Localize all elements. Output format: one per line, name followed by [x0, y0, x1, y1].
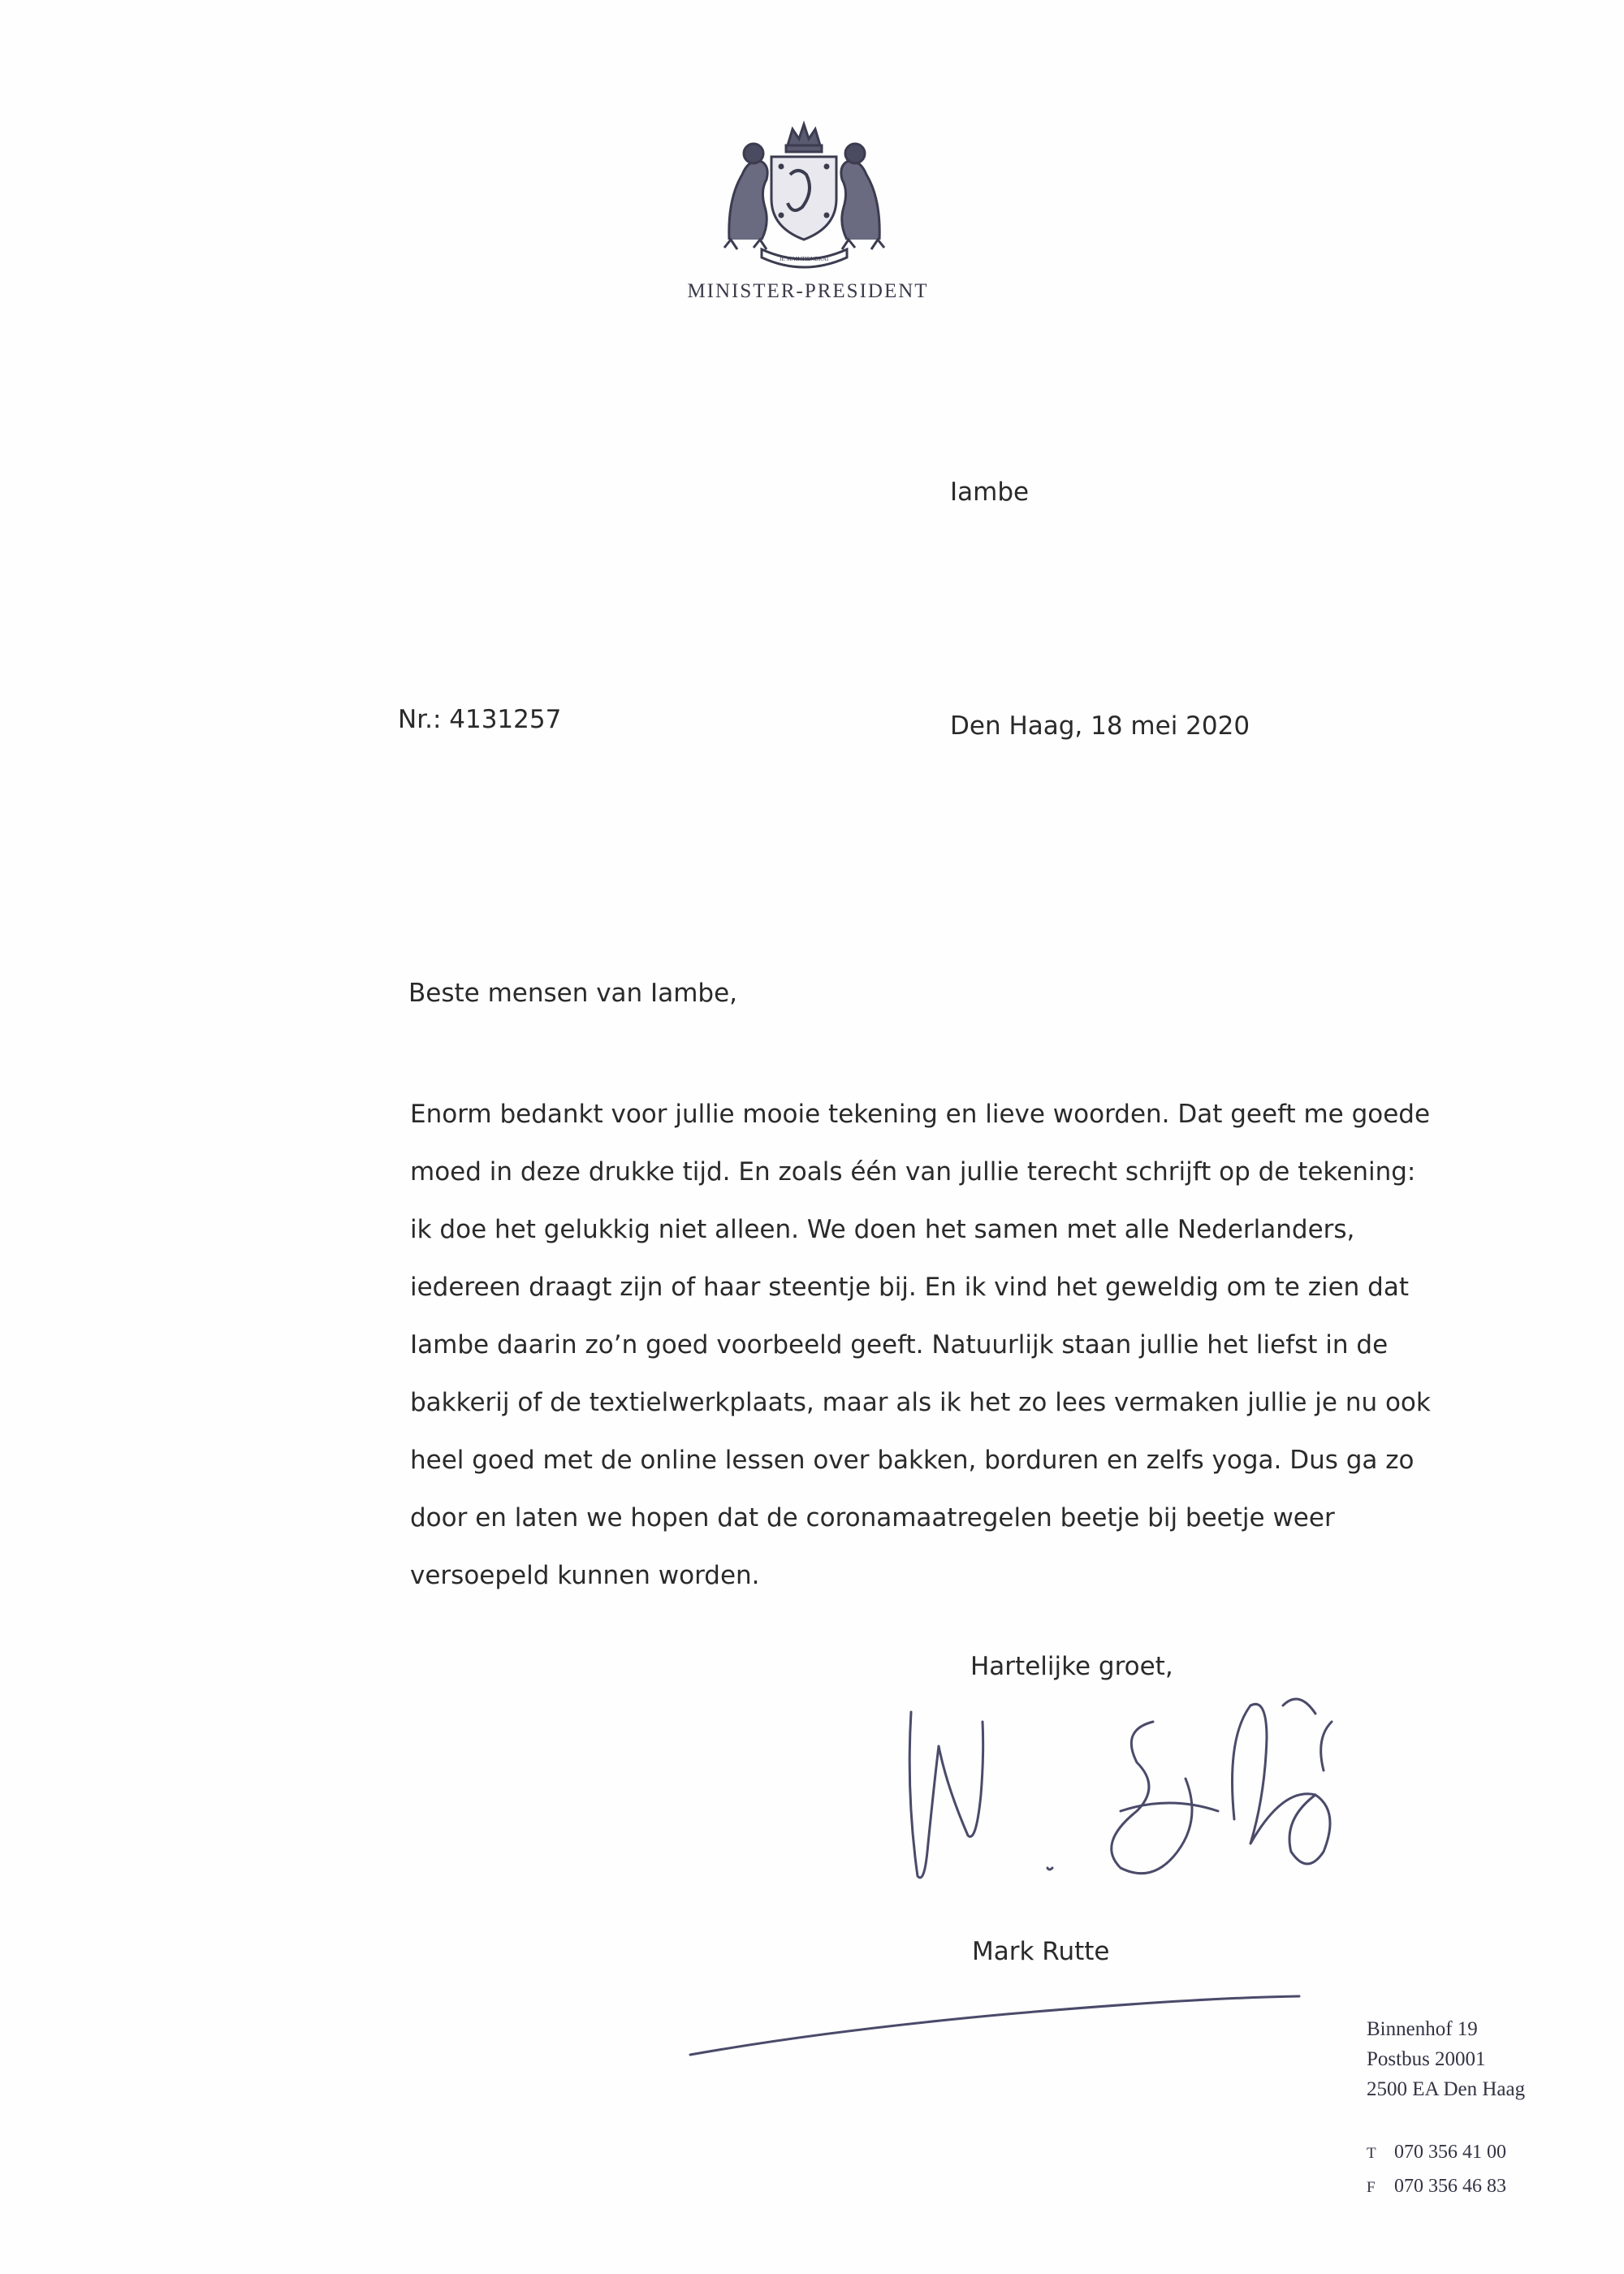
- coat-of-arms-icon: [713, 118, 896, 272]
- letter-body: [410, 1086, 1482, 1605]
- reference-number: Nr.: 4131257: [398, 705, 562, 734]
- office-title: MINISTER-PRESIDENT: [687, 280, 929, 302]
- body-line: iedereen draagt zijn of haar steentje bij. En ik vind het geweldig om te zien dat: [410, 1273, 1409, 1302]
- address-postbox: Postbus 20001: [1367, 2048, 1486, 2070]
- body-line: bakkerij of de textielwerkplaats, maar als ik het zo lees vermaken jullie je nu ook: [410, 1388, 1431, 1417]
- phone-key: T: [1367, 2145, 1376, 2162]
- fax-number: 070 356 46 83: [1394, 2176, 1506, 2197]
- fax-row: [1367, 2170, 1506, 2204]
- place-date: Den Haag, 18 mei 2020: [950, 711, 1250, 741]
- body-line: heel goed met de online lessen over bakken, borduren en zelfs yoga. Dus ga zo: [410, 1446, 1415, 1475]
- address-block: [1367, 2014, 1525, 2104]
- crest-motto: JE MAINTIENDRAI: [779, 256, 829, 262]
- phone-number: 070 356 41 00: [1394, 2142, 1506, 2163]
- closing: Hartelijke groet,: [970, 1652, 1173, 1681]
- address-street: Binnenhof 19: [1367, 2018, 1478, 2040]
- body-line: moed in deze drukke tijd. En zoals één van jullie terecht schrijft op de tekening:: [410, 1157, 1416, 1187]
- address-postcode-city: 2500 EA Den Haag: [1367, 2078, 1526, 2100]
- salutation: Beste mensen van Iambe,: [408, 979, 737, 1008]
- body-line: door en laten we hopen dat de coronamaatregelen beetje bij beetje weer: [410, 1503, 1335, 1533]
- phone-row: [1367, 2136, 1506, 2170]
- contact-block: [1367, 2136, 1506, 2204]
- signer-name: Mark Rutte: [972, 1937, 1110, 1966]
- body-line: Iambe daarin zo’n goed voorbeeld geeft. Natuurlijk staan jullie het liefst in de: [410, 1330, 1389, 1360]
- body-line: ik doe het gelukkig niet alleen. We doen het samen met alle Nederlanders,: [410, 1215, 1355, 1244]
- body-line: versoepeld kunnen worden.: [410, 1561, 760, 1590]
- body-line: Enorm bedankt voor jullie mooie tekening en lieve woorden. Dat geeft me goede: [410, 1100, 1431, 1129]
- fax-key: F: [1367, 2179, 1376, 2196]
- recipient: Iambe: [950, 478, 1030, 507]
